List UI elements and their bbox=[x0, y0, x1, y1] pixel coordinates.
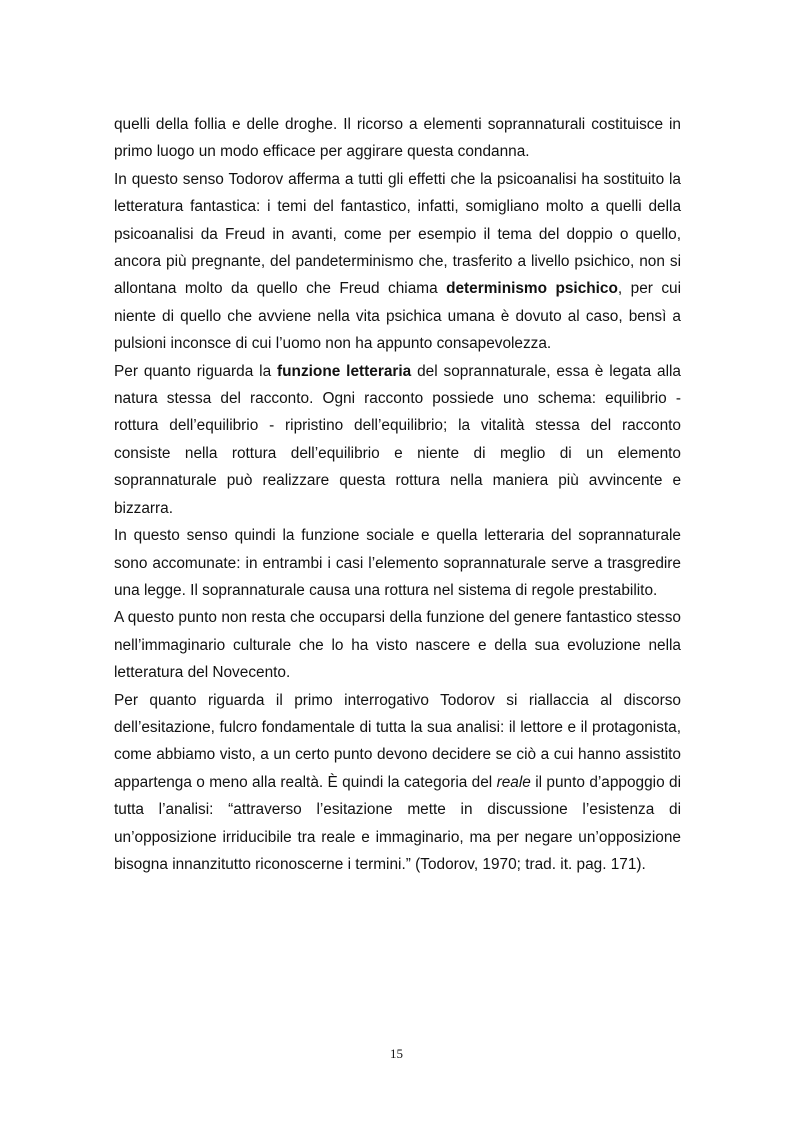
text-segment: , per cui niente di quello che avviene nella vita psichica umana è dovuto al caso, bensì a pulsioni inconsce di cui l’uomo non ha appunto consapevolezza. bbox=[114, 280, 681, 353]
text-segment: A questo punto non resta che occuparsi della funzione del genere fantastico stesso nell’immaginario culturale che lo ha visto nascere e della sua evoluzione nella letteratura del Novecento. bbox=[114, 609, 681, 682]
text-segment: del soprannaturale, essa è legata alla natura stessa del racconto. Ogni racconto possiede uno schema: equilibrio - rottura dell’equilibrio - ripristino dell’equilibrio; la vitalità stessa del racconto consiste nella rottura dell’equilibrio e niente di meglio di un elemento soprannaturale può realizzare questa rottura nella maniera più avvincente e bizzarra. bbox=[114, 362, 681, 517]
text-segment: quelli della follia e delle droghe. Il ricorso a elementi soprannaturali costituisce in primo luogo un modo efficace per aggirare questa condanna. bbox=[114, 116, 681, 161]
text-segment: Per quanto riguarda la bbox=[114, 362, 278, 380]
text-segment: In questo senso Todorov afferma a tutti gli effetti che la psicoanalisi ha sostituito la letteratura fantastica: i temi del fantastico, infatti, somigliano molto a quelli della psicoanalisi da Freud in avanti, come per esempio il tema del doppio o quello, ancora più pregnante, del pandeterminismo che, trasferito a livello psichico, non si allontana molto da quello che Freud chiama bbox=[114, 170, 681, 298]
paragraph bbox=[114, 358, 681, 522]
paragraph bbox=[114, 522, 681, 604]
bold-term-funzione-letteraria: funzione letteraria bbox=[277, 362, 412, 380]
paragraph bbox=[114, 604, 681, 686]
paragraph bbox=[114, 687, 681, 879]
bold-term-determinismo-psichico: determinismo psichico bbox=[446, 280, 618, 298]
text-segment: il punto d’appoggio di tutta l’analisi: “attraverso l’esitazione mette in discussione l’esistenza di un’opposizione irriducibile tra reale e immaginario, ma per negare un’opposizione bisogna innanzitutto riconoscerne i termini.” (Todorov, 1970; trad. it. pag. 171). bbox=[114, 773, 681, 873]
italic-term-reale: reale bbox=[496, 773, 531, 791]
body-text bbox=[114, 111, 681, 878]
paragraph bbox=[114, 111, 681, 166]
paragraph bbox=[114, 166, 681, 358]
text-segment: In questo senso quindi la funzione sociale e quella letteraria del soprannaturale sono accomunate: in entrambi i casi l’elemento soprannaturale serve a trasgredire una legge. Il soprannaturale causa una rottura nel sistema di regole prestabilito. bbox=[114, 527, 681, 599]
page-number: 15 bbox=[390, 1046, 403, 1061]
text-segment: Per quanto riguarda il primo interrogativo Todorov si riallaccia al discorso dell’esitazione, fulcro fondamentale di tutta la sua analisi: il lettore e il protagonista, come abbiamo visto, a un certo punto devono decidere se ciò a cui hanno assistito appartenga o meno alla realtà. È quindi la categoria del bbox=[114, 691, 681, 791]
